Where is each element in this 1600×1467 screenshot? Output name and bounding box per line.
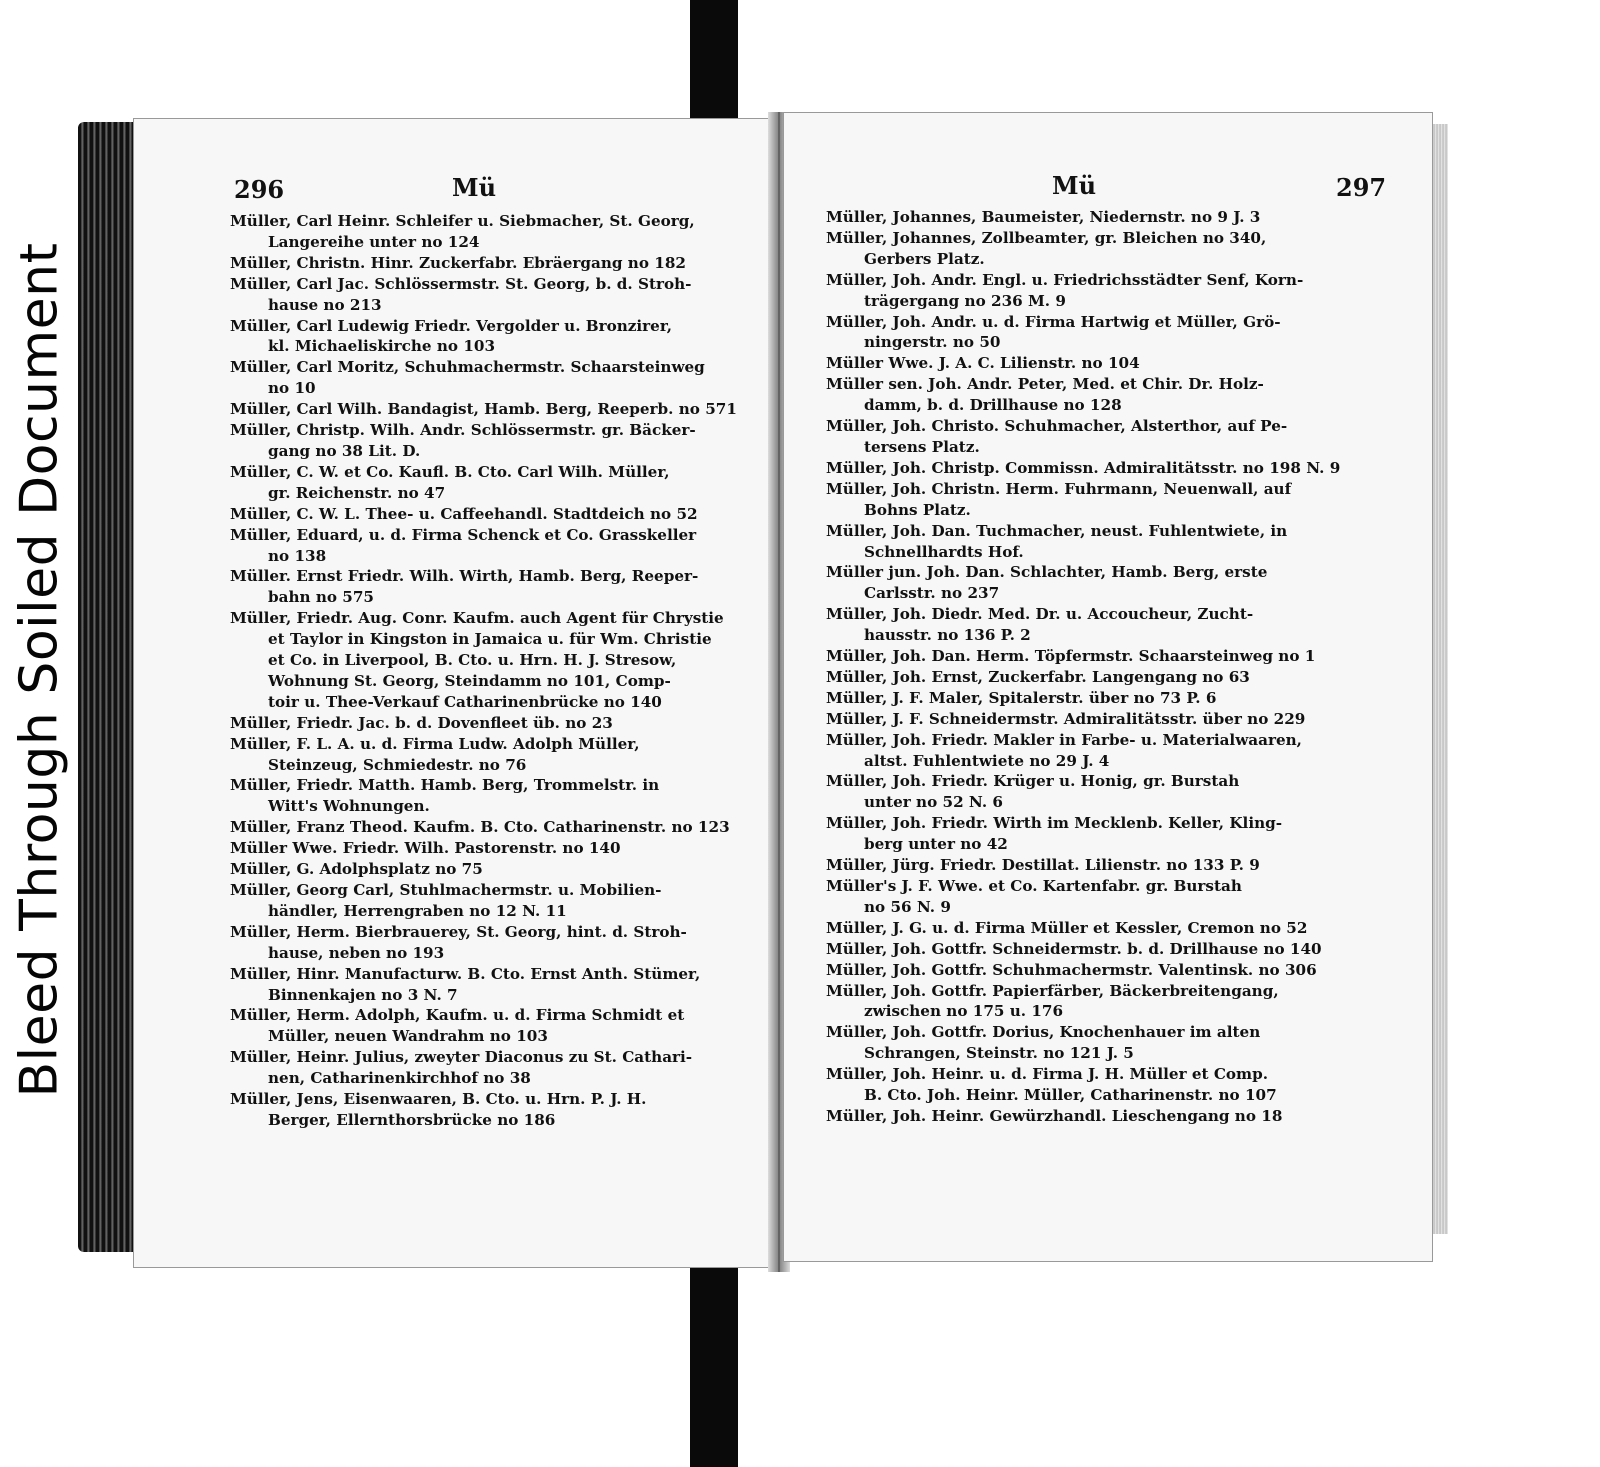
entry-line: Müller, Herm. Bierbrauerey, St. Georg, hint. d. Stroh- [230, 922, 687, 941]
entry-line: Müller, Christn. Hinr. Zuckerfabr. Ebräergang no 182 [230, 253, 686, 272]
entry-line: Müller, Joh. Gottfr. Schuhmachermstr. Valentinsk. no 306 [826, 960, 1317, 979]
entry-continuation-line: damm, b. d. Drillhause no 128 [864, 396, 1122, 415]
directory-entry [230, 608, 740, 713]
entry-line: Müller, Georg Carl, Stuhlmachermstr. u. Mobilien- [230, 881, 662, 899]
entry-continuation-line: kl. Michaeliskirche no 103 [268, 337, 496, 356]
directory-entry [826, 416, 1346, 458]
entry-line: Müller Wwe. Friedr. Wilh. Pastorenstr. no 140 [230, 839, 621, 858]
entry-line: Müller sen. Joh. Andr. Peter, Med. et Chir. Dr. Holz- [826, 375, 1264, 394]
entry-line: Müller, Joh. Diedr. Med. Dr. u. Accoucheur, Zucht- [826, 605, 1254, 624]
entry-continuation-line: et Taylor in Kingston in Jamaica u. für Wm. Christie [268, 630, 712, 649]
directory-entry [230, 274, 740, 316]
directory-entry [230, 253, 740, 274]
directory-entry [826, 1064, 1346, 1106]
entry-line: Müller, Friedr. Aug. Conr. Kaufm. auch Agent für Chrystie [230, 609, 724, 628]
right-running-head: Mü [1052, 171, 1097, 200]
entry-line: Müller, Friedr. Jac. b. d. Dovenfleet üb. no 23 [230, 713, 613, 732]
entry-line: Müller, Christp. Wilh. Andr. Schlössermstr. gr. Bäcker- [230, 421, 696, 440]
directory-entry [826, 646, 1346, 667]
entry-continuation-line: bahn no 575 [268, 588, 374, 607]
directory-entry [826, 228, 1346, 270]
entry-continuation-line: unter no 52 N. 6 [864, 793, 1003, 812]
entry-line: Müller, Carl Heinr. Schleifer u. Siebmacher, St. Georg, [230, 212, 695, 230]
directory-entry [826, 939, 1346, 960]
directory-entry [230, 734, 740, 776]
entry-line: Müller, Franz Theod. Kaufm. B. Cto. Catharinenstr. no 123 [230, 818, 730, 837]
directory-entry [230, 399, 740, 420]
directory-entry [230, 859, 740, 880]
entry-continuation-line: Schnellhardts Hof. [864, 542, 1024, 561]
entry-line: Müller, Carl Ludewig Friedr. Vergolder u. Bronzirer, [230, 316, 673, 335]
directory-entry [826, 479, 1346, 521]
entry-continuation-line: Binnenkajen no 3 N. 7 [268, 985, 458, 1004]
entry-line: Müller, Carl Jac. Schlössermstr. St. Georg, b. d. Stroh- [230, 274, 692, 293]
entry-line: Müller, Heinr. Julius, zweyter Diaconus zu St. Cathari- [230, 1048, 693, 1067]
directory-entry [230, 964, 740, 1006]
book-spine-edge [78, 122, 136, 1252]
directory-entry [230, 211, 740, 253]
entry-continuation-line: gang no 38 Lit. D. [268, 441, 421, 460]
entry-line: Müller, J. G. u. d. Firma Müller et Kessler, Cremon no 52 [826, 918, 1308, 937]
binding-strap-top [690, 0, 738, 128]
directory-entry [826, 813, 1346, 855]
entry-continuation-line: Langereihe unter no 124 [268, 232, 480, 251]
directory-entry [826, 562, 1346, 604]
directory-entry [826, 604, 1346, 646]
entry-continuation-line: gr. Reichenstr. no 47 [268, 483, 446, 502]
entry-line: Müller, C. W. L. Thee- u. Caffeehandl. Stadtdeich no 52 [230, 504, 698, 523]
entry-continuation-line: toir u. Thee-Verkauf Catharinenbrücke no 140 [268, 692, 662, 711]
side-label [8, 150, 70, 1190]
entry-line: Müller, Joh. Friedr. Krüger u. Honig, gr. Burstah [826, 772, 1240, 791]
entry-line: Müller's J. F. Wwe. et Co. Kartenfabr. gr. Burstah [826, 877, 1242, 895]
entry-line: Müller jun. Joh. Dan. Schlachter, Hamb. Berg, erste [826, 563, 1268, 582]
directory-entry [230, 838, 740, 859]
directory-entry [826, 981, 1346, 1023]
entry-line: Müller, Joh. Andr. Engl. u. Friedrichsstädter Senf, Korn- [826, 270, 1304, 289]
entry-continuation-line: no 138 [268, 546, 327, 565]
entry-line: Müller, J. F. Schneidermstr. Admiralitätsstr. über no 229 [826, 709, 1306, 728]
entry-continuation-line: Müller, neuen Wandrahm no 103 [268, 1027, 548, 1046]
directory-entry [826, 270, 1346, 312]
entry-line: Müller, Herm. Adolph, Kaufm. u. d. Firma Schmidt et [230, 1006, 685, 1025]
directory-entry [826, 688, 1346, 709]
entry-line: Müller, Jens, Eisenwaaren, B. Cto. u. Hrn. P. J. H. [230, 1090, 647, 1109]
binding-strap-bottom [690, 1265, 738, 1467]
right-page [783, 112, 1433, 1262]
entry-line: Müller. Ernst Friedr. Wilh. Wirth, Hamb. Berg, Reeper- [230, 567, 699, 586]
entry-continuation-line: Bohns Platz. [864, 500, 971, 519]
entry-continuation-line: hausstr. no 136 P. 2 [864, 626, 1031, 645]
right-entry-list [826, 207, 1346, 1127]
directory-entry [826, 918, 1346, 939]
directory-entry [826, 1022, 1346, 1064]
entry-line: Müller, C. W. et Co. Kaufl. B. Cto. Carl Wilh. Müller, [230, 462, 670, 481]
left-page-number: 296 [234, 175, 285, 204]
entry-continuation-line: nen, Catharinenkirchhof no 38 [268, 1069, 531, 1088]
entry-continuation-line: Schrangen, Steinstr. no 121 J. 5 [864, 1044, 1134, 1063]
directory-entry [826, 207, 1346, 228]
directory-entry [230, 462, 740, 504]
entry-line: Müller, G. Adolphsplatz no 75 [230, 860, 483, 879]
entry-line: Müller, Joh. Christp. Commissn. Admiralitätsstr. no 198 N. 9 [826, 458, 1341, 477]
entry-continuation-line: hause no 213 [268, 295, 382, 314]
left-page [133, 118, 773, 1268]
entry-continuation-line: altst. Fuhlentwiete no 29 J. 4 [864, 751, 1110, 770]
directory-entry [230, 1047, 740, 1089]
directory-entry [826, 709, 1346, 730]
directory-entry [230, 922, 740, 964]
directory-entry [826, 876, 1346, 918]
entry-continuation-line: hause, neben no 193 [268, 943, 445, 962]
entry-line: Müller, Johannes, Zollbeamter, gr. Bleichen no 340, [826, 228, 1267, 247]
entry-continuation-line: no 56 N. 9 [864, 897, 951, 916]
entry-line: Müller, Joh. Heinr. Gewürzhandl. Lieschengang no 18 [826, 1106, 1283, 1125]
entry-line: Müller, Joh. Christo. Schuhmacher, Alsterthor, auf Pe- [826, 417, 1288, 436]
entry-line: Müller, Joh. Gottfr. Dorius, Knochenhauer im alten [826, 1023, 1261, 1042]
directory-entry [826, 960, 1346, 981]
directory-entry [826, 458, 1346, 479]
directory-entry [230, 357, 740, 399]
entry-line: Müller, Friedr. Matth. Hamb. Berg, Trommelstr. in [230, 776, 660, 795]
directory-entry [826, 353, 1346, 374]
entry-line: Müller, F. L. A. u. d. Firma Ludw. Adolph Müller, [230, 734, 640, 753]
entry-line: Müller, Johannes, Baumeister, Niedernstr. no 9 J. 3 [826, 208, 1261, 226]
entry-line: Müller, J. F. Maler, Spitalerstr. über no 73 P. 6 [826, 688, 1217, 707]
directory-entry [230, 775, 740, 817]
directory-entry [230, 316, 740, 358]
directory-entry [826, 771, 1346, 813]
directory-entry [230, 817, 740, 838]
entry-continuation-line: Wohnung St. Georg, Steindamm no 101, Comp- [268, 671, 671, 690]
entry-line: Müller Wwe. J. A. C. Lilienstr. no 104 [826, 354, 1140, 373]
entry-continuation-line: B. Cto. Joh. Heinr. Müller, Catharinenstr. no 107 [864, 1086, 1277, 1105]
directory-entry [826, 730, 1346, 772]
directory-entry [230, 525, 740, 567]
entry-line: Müller, Hinr. Manufacturw. B. Cto. Ernst Anth. Stümer, [230, 964, 701, 983]
entry-continuation-line: et Co. in Liverpool, B. Cto. u. Hrn. H. J. Stresow, [268, 651, 677, 670]
directory-entry [230, 1005, 740, 1047]
entry-continuation-line: zwischen no 175 u. 176 [864, 1002, 1064, 1021]
entry-continuation-line: trägergang no 236 M. 9 [864, 291, 1066, 310]
entry-continuation-line: berg unter no 42 [864, 835, 1008, 854]
left-running-head: Mü [452, 173, 497, 202]
directory-entry [230, 713, 740, 734]
directory-entry [230, 566, 740, 608]
entry-line: Müller, Joh. Andr. u. d. Firma Hartwig et Müller, Grö- [826, 312, 1281, 331]
entry-line: Müller, Joh. Christn. Herm. Fuhrmann, Neuenwall, auf [826, 479, 1292, 498]
entry-line: Müller, Joh. Dan. Tuchmacher, neust. Fuhlentwiete, in [826, 521, 1288, 540]
entry-line: Müller, Eduard, u. d. Firma Schenck et Co. Grasskeller [230, 525, 697, 544]
directory-entry [230, 1089, 740, 1131]
entry-line: Müller, Joh. Friedr. Makler in Farbe- u. Materialwaaren, [826, 730, 1302, 749]
directory-entry [230, 880, 740, 922]
entry-continuation-line: händler, Herrengraben no 12 N. 11 [268, 901, 567, 920]
entry-line: Müller, Joh. Heinr. u. d. Firma J. H. Müller et Comp. [826, 1065, 1269, 1084]
entry-continuation-line: ningerstr. no 50 [864, 333, 1001, 352]
entry-line: Müller, Joh. Gottfr. Schneidermstr. b. d. Drillhause no 140 [826, 939, 1322, 958]
entry-continuation-line: Witt's Wohnungen. [268, 797, 430, 816]
entry-line: Müller, Joh. Gottfr. Papierfärber, Bäckerbreitengang, [826, 981, 1279, 1000]
entry-continuation-line: Steinzeug, Schmiedestr. no 76 [268, 755, 527, 774]
directory-entry [826, 667, 1346, 688]
entry-continuation-line: tersens Platz. [864, 437, 980, 456]
entry-line: Müller, Joh. Ernst, Zuckerfabr. Langengang no 63 [826, 667, 1250, 686]
entry-continuation-line: no 10 [268, 379, 316, 398]
entry-continuation-line: Carlsstr. no 237 [864, 584, 1000, 603]
left-entry-list [230, 211, 740, 1131]
right-page-number: 297 [1336, 173, 1387, 202]
entry-line: Müller, Jürg. Friedr. Destillat. Lilienstr. no 133 P. 9 [826, 856, 1260, 875]
entry-line: Müller, Joh. Dan. Herm. Töpfermstr. Schaarsteinweg no 1 [826, 647, 1316, 666]
directory-entry [230, 420, 740, 462]
directory-entry [826, 1106, 1346, 1127]
directory-entry [826, 312, 1346, 354]
directory-entry [230, 504, 740, 525]
entry-continuation-line: Gerbers Platz. [864, 249, 985, 268]
directory-entry [826, 521, 1346, 563]
entry-continuation-line: Berger, Ellernthorsbrücke no 186 [268, 1110, 556, 1129]
side-label-text: Bleed Through Soiled Document [9, 242, 70, 1098]
directory-entry [826, 855, 1346, 876]
open-book [78, 112, 1450, 1272]
entry-line: Müller, Carl Wilh. Bandagist, Hamb. Berg, Reeperb. no 571 [230, 400, 737, 419]
entry-line: Müller, Carl Moritz, Schuhmachermstr. Schaarsteinweg [230, 358, 705, 377]
entry-line: Müller, Joh. Friedr. Wirth im Mecklenb. Keller, Kling- [826, 814, 1283, 833]
directory-entry [826, 374, 1346, 416]
